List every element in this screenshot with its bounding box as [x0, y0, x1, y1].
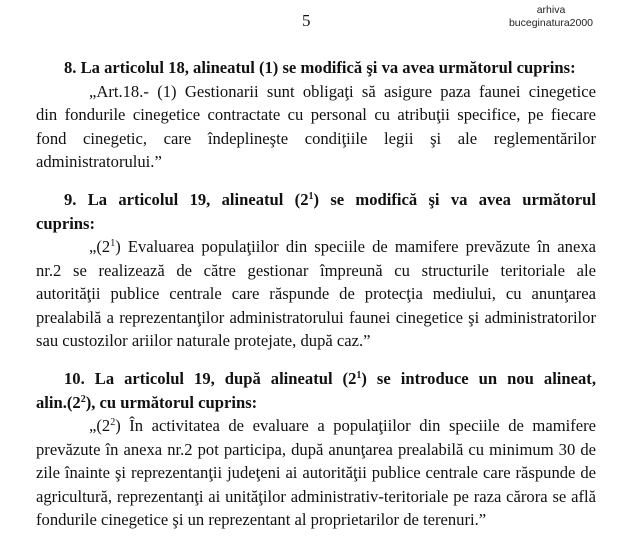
- page-number: 5: [302, 11, 311, 30]
- body-line: fond cinegetic, care îndeplineşte condiţiile legii şi ale reglementărilor: [36, 128, 596, 148]
- watermark: [491, 4, 611, 30]
- body-line: zile înainte şi reprezentanţii judeţeni ai autorităţii publice centrale care răspunde de: [36, 463, 596, 482]
- superscript: 2: [110, 417, 116, 428]
- body-line: autorităţii publice centrale care răspunde de protecţia mediului, cu anunţarea: [36, 284, 596, 303]
- body-line: nr.2 se realizează de către gestionar împreună cu structurile teritoriale ale: [36, 260, 596, 280]
- superscript: 1: [308, 191, 314, 202]
- document-body: [36, 56, 596, 532]
- amendment-section-8: [36, 56, 596, 174]
- body-line: sau custozilor ariilor naturale protejate, după caz.”: [36, 331, 371, 350]
- heading-text: ), cu următorul cuprins:: [85, 392, 258, 412]
- section-heading: [36, 188, 596, 235]
- heading-line: [64, 367, 596, 391]
- body-line: [36, 414, 596, 438]
- body-line: [36, 235, 596, 259]
- superscript: 2: [80, 393, 86, 405]
- body-text-part: „(2: [89, 237, 111, 256]
- heading-text: alin.(2: [36, 392, 81, 412]
- body-text-part: ) În activitatea de evaluare a populaţiilor din speciile de mamifere: [115, 416, 596, 435]
- section-body: [36, 235, 596, 353]
- body-line: din fondurile cinegetice contractate cu personal cu atribuţii specifice, pe fiecare: [36, 105, 596, 124]
- heading-text: ) se modifică şi va avea următorul: [313, 190, 596, 209]
- heading-text: 10. La articolul 19, după alineatul (2: [64, 369, 357, 388]
- body-line: fondurile cinegetice şi un reprezentant al proprietarilor de terenuri.”: [36, 510, 487, 529]
- amendment-section-9: [36, 188, 596, 353]
- body-line: prealabilă a reprezentanţilor administratorului faunei cinegetice şi administratorilor: [36, 307, 596, 327]
- body-text-part: „(2: [89, 416, 111, 435]
- heading-line: [64, 188, 596, 212]
- body-line: agricultură, reprezentanţi ai unităţilor administrativ-teritoriale pe raza cărora se află: [36, 486, 596, 506]
- heading-text: 9. La articolul 19, alineatul (2: [64, 190, 309, 209]
- heading-text: ) se introduce un nou alineat,: [361, 369, 596, 388]
- section-heading: [36, 56, 596, 80]
- heading-line: 8. La articolul 18, alineatul (1) se modifică şi va avea următorul cuprins:: [64, 58, 576, 77]
- superscript: 1: [110, 238, 116, 249]
- body-line: prevăzute în anexa nr.2 pot participa, după anunţarea prealabilă cu minimum 30 de: [36, 439, 596, 459]
- watermark-line: arhiva: [536, 4, 566, 16]
- body-text-part: ) Evaluarea populaţiilor din speciile de mamifere prevăzute în anexa: [115, 237, 596, 256]
- section-heading: [36, 367, 596, 414]
- amendment-section-10: [36, 367, 596, 532]
- heading-line: cuprins:: [36, 213, 96, 233]
- superscript: 1: [356, 370, 362, 381]
- body-line: administratorului.”: [36, 152, 162, 171]
- section-body: [36, 80, 596, 174]
- section-body: [36, 414, 596, 532]
- body-line: „Art.18.- (1) Gestionarii sunt obligaţi să asigure paza faunei cinegetice: [89, 81, 596, 101]
- watermark-line: buceginatura2000: [508, 17, 594, 29]
- heading-line: [36, 391, 596, 415]
